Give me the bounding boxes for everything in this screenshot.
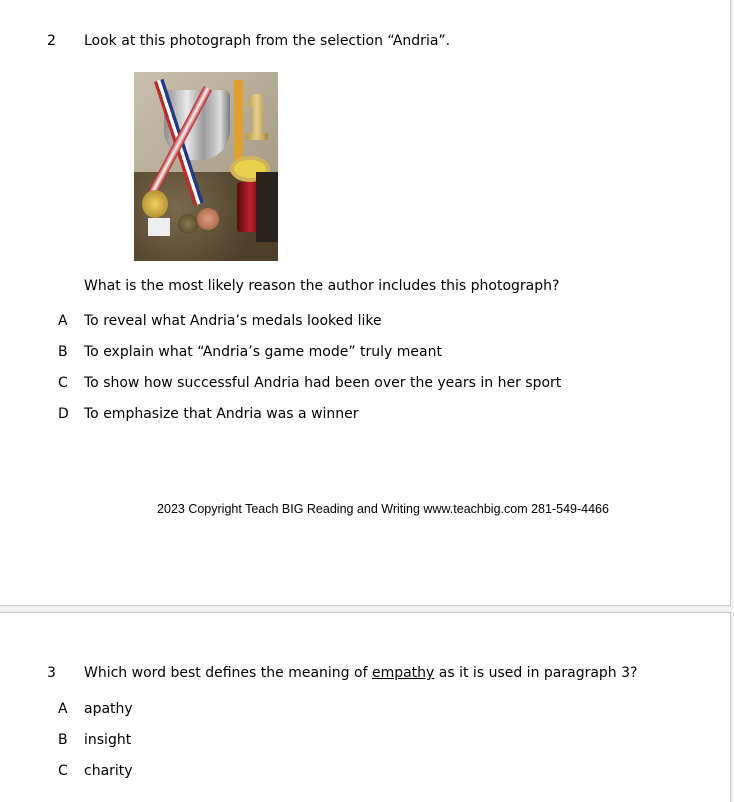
option-letter: C (58, 375, 68, 391)
stem-text: Which word best defines the meaning of (84, 665, 372, 681)
option-text: To emphasize that Andria was a winner (84, 406, 359, 422)
gold-trophy-top (142, 190, 168, 218)
option-letter: A (58, 313, 68, 329)
photo-shadow (256, 172, 278, 242)
vocabulary-word: empathy (371, 665, 435, 681)
option-text: charity (84, 763, 133, 779)
trophies-photograph (134, 72, 278, 261)
bronze-medal (197, 208, 219, 230)
question-stem: Look at this photograph from the selection “Andria”. (84, 33, 451, 49)
copyright-footer: 2023 Copyright Teach BIG Reading and Writing www.teachbig.com 281-549-4466 (157, 502, 609, 516)
marble-trophy-base (148, 218, 170, 236)
question-stem (84, 665, 637, 681)
question-number: 2 (47, 33, 56, 49)
option-text: insight (84, 732, 132, 748)
option-letter: A (58, 701, 68, 717)
mvp-medal (178, 214, 198, 234)
option-letter: C (58, 763, 68, 779)
option-letter: B (58, 344, 68, 360)
option-letter: D (58, 406, 69, 422)
option-text: apathy (84, 701, 133, 717)
question-prompt: What is the most likely reason the author includes this photograph? (84, 278, 560, 294)
document-page-2 (0, 612, 731, 802)
stem-text: as it is used in paragraph 3? (434, 665, 638, 681)
option-text: To reveal what Andria’s medals looked like (84, 313, 382, 329)
option-text: To explain what “Andria’s game mode” truly meant (84, 344, 442, 360)
option-letter: B (58, 732, 68, 748)
question-number: 3 (47, 665, 56, 681)
option-text: To show how successful Andria had been over the years in her sport (84, 375, 562, 391)
